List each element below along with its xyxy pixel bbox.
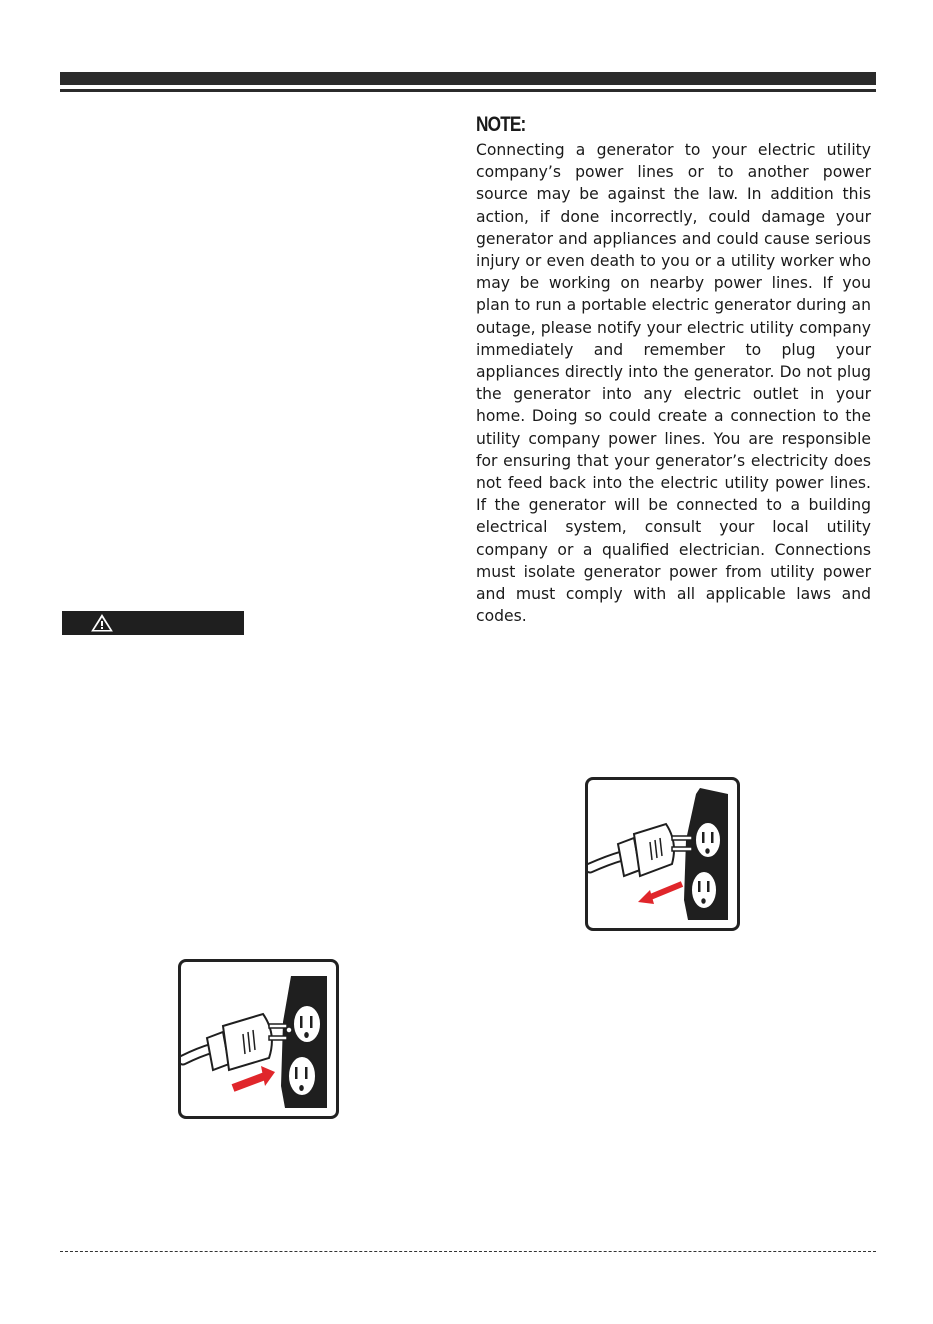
plug-figure — [178, 959, 339, 1119]
warning-triangle-icon — [90, 613, 114, 633]
note-title: NOTE: — [476, 113, 526, 136]
plug-into-outlet-icon — [181, 962, 336, 1116]
header-bar — [60, 72, 876, 85]
unplug-from-outlet-icon — [588, 780, 737, 928]
note-body: Connecting a generator to your electric utility company’s power lines or to another power source may be against the law. In addition this action, if done incorrectly, could damage your generator and appliances and could cause serious injury or even death to you or a utility worker who may be working on nearby power lines. If you plan to run a portable electric generator during an outage, please notify your electric utility company immediately and remember to plug your appliances directly into the generator. Do not plug the generator into any electric outlet in your home. Doing so could create a connection to the utility company power lines. You are responsible for ensuring that your generator’s electricity does not feed back into the electric utility power lines. If the generator will be connected to a building electrical system, consult your local utility company or a qualified electrician. Connections must isolate generator power from utility power and must comply with all applicable laws and codes. — [476, 141, 871, 626]
unplug-figure — [585, 777, 740, 931]
footer-dashed-rule — [60, 1251, 876, 1252]
warning-banner — [62, 611, 244, 635]
header-rule — [60, 89, 876, 92]
